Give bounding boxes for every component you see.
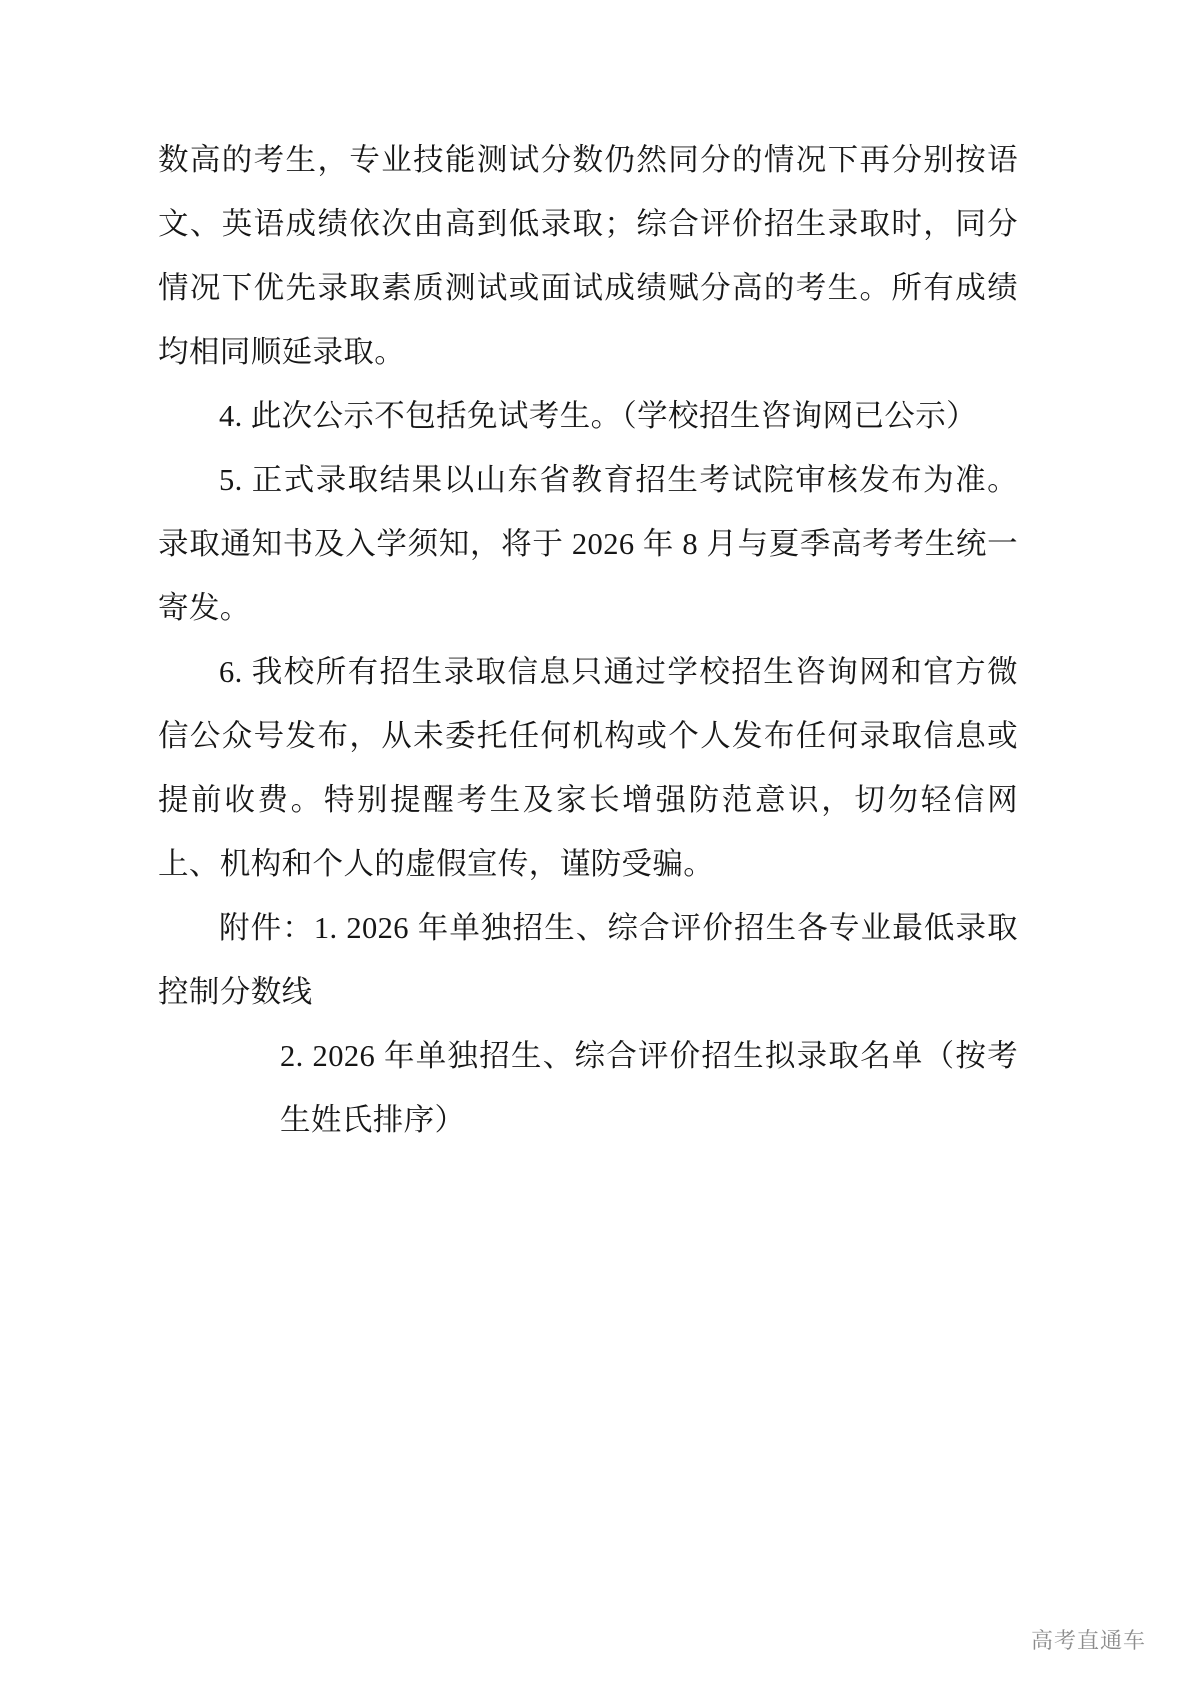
paragraph-item-6: 6. 我校所有招生录取信息只通过学校招生咨询网和官方微信公众号发布，从未委托任何机构或个人发布任何录取信息或提前收费。特别提醒考生及家长增强防范意识，切勿轻信网上、机构和个人的虚假宣传，谨防受骗。 <box>158 655 1018 881</box>
paragraph-attachment-2: 2. 2026 年单独招生、综合评价招生拟录取名单（按考生姓氏排序） <box>280 1039 1018 1137</box>
paragraph-item-4: 4. 此次公示不包括免试考生。（学校招生咨询网已公示） <box>219 399 978 433</box>
paragraph-attachment-1: 附件：1. 2026 年单独招生、综合评价招生各专业最低录取控制分数线 <box>158 911 1018 1009</box>
paragraph-tiebreak-rules: 数高的考生，专业技能测试分数仍然同分的情况下再分别按语文、英语成绩依次由高到低录取；综合评价招生录取时，同分情况下优先录取素质测试或面试成绩赋分高的考生。所有成绩均相同顺延录取。 <box>158 143 1018 369</box>
document-body <box>158 128 1018 1152</box>
watermark-label: 高考直通车 <box>1030 1628 1146 1653</box>
paragraph-item-5: 5. 正式录取结果以山东省教育招生考试院审核发布为准。录取通知书及入学须知，将于 2026 年 8 月与夏季高考考生统一寄发。 <box>158 463 1018 625</box>
